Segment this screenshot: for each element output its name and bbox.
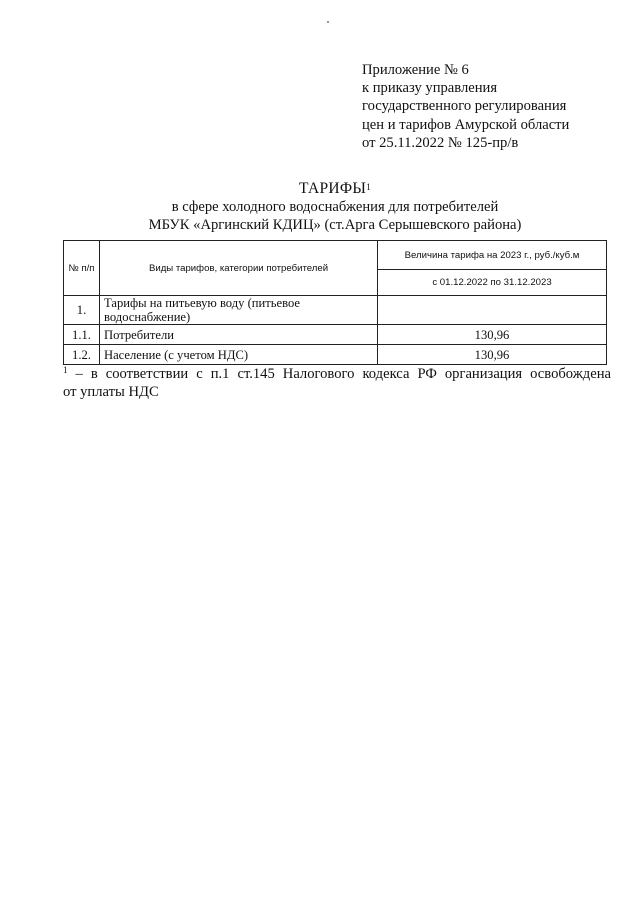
row-value	[378, 296, 607, 325]
table-row	[64, 296, 607, 325]
tariff-table	[63, 240, 607, 365]
row-kind: Тарифы на питьевую воду (питьевое водоснабжение)	[100, 296, 378, 325]
row-value: 130,96	[378, 325, 607, 345]
footnote-mark: 1	[63, 365, 68, 375]
title-line-2: МБУК «Аргинский КДИЦ» (ст.Арга Серышевского района)	[148, 217, 522, 233]
table-row	[64, 325, 607, 345]
title-line-1: в сфере холодного водоснабжения для потребителей	[171, 199, 499, 215]
appendix-line: цен и тарифов Амурской области	[362, 116, 570, 133]
appendix-line: Приложение № 6	[362, 62, 469, 78]
appendix-reference	[362, 61, 632, 152]
title-footnote-mark: 1	[366, 182, 372, 192]
header-value: Величина тарифа на 2023 г., руб./куб.м	[378, 241, 607, 270]
row-kind: Потребители	[100, 325, 378, 345]
header-kind: Виды тарифов, категории потребителей	[100, 241, 378, 296]
row-num: 1.	[64, 296, 100, 325]
title-heading: ТАРИФЫ	[298, 180, 367, 197]
footnote-text-2: от уплаты НДС	[63, 384, 159, 400]
appendix-line: от 25.11.2022 № 125-пр/в	[362, 134, 519, 151]
footnote-text-1: – в соответствии с п.1 ст.145 Налогового кодекса РФ организация освобождена	[67, 366, 611, 382]
row-num: 1.1.	[64, 325, 100, 345]
document-title	[60, 180, 610, 234]
header-num: № п/п	[64, 241, 100, 296]
appendix-line: государственного регулирования	[362, 98, 567, 115]
row-value: 130,96	[378, 345, 607, 365]
row-num: 1.2.	[64, 345, 100, 365]
row-kind: Население (с учетом НДС)	[100, 345, 378, 365]
footnote	[63, 365, 611, 401]
footnote-line-1	[63, 365, 611, 383]
scan-artifact-dot	[327, 21, 329, 23]
table-row	[64, 345, 607, 365]
title-heading-line	[60, 180, 610, 198]
header-period: с 01.12.2022 по 31.12.2023	[378, 270, 607, 296]
table-header-row	[64, 241, 607, 270]
appendix-line: к приказу управления	[362, 80, 498, 97]
